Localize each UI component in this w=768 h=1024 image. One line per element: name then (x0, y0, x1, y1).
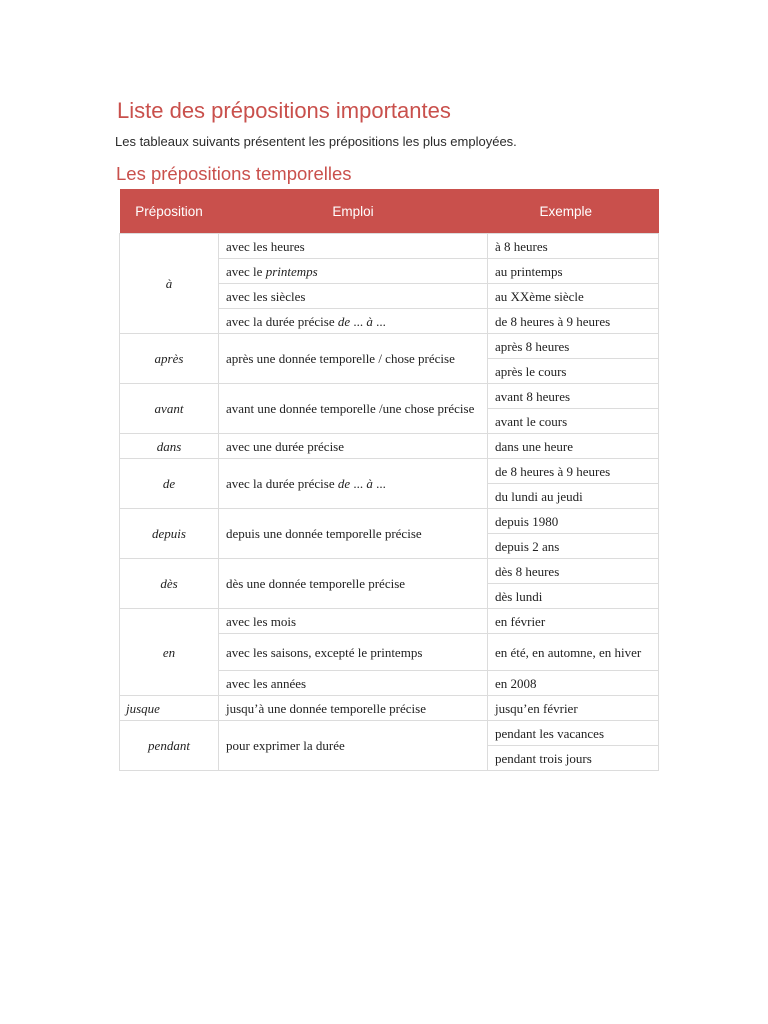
exemple-cell: dès lundi (488, 584, 659, 609)
header-emploi: Emploi (219, 189, 488, 234)
emploi-text: depuis une donnée temporelle précise (226, 526, 422, 541)
emploi-cell (219, 259, 488, 284)
table-row (120, 559, 659, 584)
table-row (120, 696, 659, 721)
emploi-text: ... (350, 313, 367, 329)
emploi-cell (219, 671, 488, 696)
table-row (120, 609, 659, 634)
emploi-text: dès une donnée temporelle précise (226, 576, 406, 591)
emploi-cell (219, 634, 488, 671)
preposition-cell: en (120, 609, 219, 696)
emploi-text: ... (372, 313, 386, 329)
exemple-cell: depuis 1980 (488, 509, 659, 534)
preposition-cell: dans (120, 434, 219, 459)
exemple-cell: au printemps (488, 259, 659, 284)
exemple-cell: jusqu’en février (488, 696, 659, 721)
emploi-cell (219, 559, 488, 609)
emploi-text: avec les années (226, 675, 307, 691)
emploi-text: avec les heures (226, 238, 305, 254)
emploi-cell (219, 459, 488, 509)
table-row (120, 509, 659, 534)
exemple-cell: dès 8 heures (488, 559, 659, 584)
prepositions-table (119, 189, 659, 771)
page-title: Liste des prépositions importantes (117, 98, 451, 123)
exemple-cell: dans une heure (488, 434, 659, 459)
emploi-cell (219, 696, 488, 721)
exemple-cell: avant le cours (488, 409, 659, 434)
emploi-cell (219, 509, 488, 559)
exemple-cell: de 8 heures à 9 heures (488, 459, 659, 484)
exemple-cell: avant 8 heures (488, 384, 659, 409)
emploi-cell (219, 609, 488, 634)
emploi-italic-text: à (366, 313, 373, 329)
exemple-cell: du lundi au jeudi (488, 484, 659, 509)
emploi-text: avec la durée précise (226, 476, 338, 491)
preposition-cell: de (120, 459, 219, 509)
exemple-cell: de 8 heures à 9 heures (488, 309, 659, 334)
table-row (120, 334, 659, 359)
header-preposition: Préposition (120, 189, 219, 234)
emploi-text: avec les mois (226, 613, 297, 629)
section-title: Les prépositions temporelles (116, 163, 352, 184)
exemple-cell: au XXème siècle (488, 284, 659, 309)
emploi-cell (219, 234, 488, 259)
preposition-cell: à (120, 234, 219, 334)
emploi-text: avec la durée précise (226, 313, 338, 329)
exemple-cell: après le cours (488, 359, 659, 384)
exemple-cell: depuis 2 ans (488, 534, 659, 559)
emploi-text: avec les saisons, excepté le printemps (226, 644, 423, 660)
exemple-cell: en été, en automne, en hiver (488, 634, 659, 671)
emploi-italic-text: de (337, 313, 351, 329)
preposition-cell: jusque (120, 696, 219, 721)
table-row (120, 384, 659, 409)
exemple-cell: après 8 heures (488, 334, 659, 359)
emploi-italic-text: printemps (265, 263, 318, 279)
preposition-cell: avant (120, 384, 219, 434)
emploi-text: avant une donnée temporelle /une chose précise (226, 401, 475, 416)
table-row (120, 434, 659, 459)
preposition-cell: depuis (120, 509, 219, 559)
emploi-text: avec les siècles (226, 288, 306, 304)
emploi-text: jusqu’à une donnée temporelle précise (226, 700, 426, 716)
emploi-text: pour exprimer la durée (226, 738, 345, 753)
emploi-cell (219, 309, 488, 334)
emploi-italic-text: de (337, 476, 351, 491)
exemple-cell: en février (488, 609, 659, 634)
exemple-cell: en 2008 (488, 671, 659, 696)
preposition-cell: dès (120, 559, 219, 609)
emploi-cell (219, 721, 488, 771)
table-header-row (120, 189, 659, 234)
emploi-text: avec une durée précise (226, 438, 345, 454)
intro-text: Les tableaux suivants présentent les prépositions les plus employées. (115, 134, 517, 149)
emploi-cell (219, 434, 488, 459)
table-body (120, 234, 659, 771)
table-row (120, 459, 659, 484)
table-row (120, 234, 659, 259)
preposition-cell: après (120, 334, 219, 384)
exemple-cell: à 8 heures (488, 234, 659, 259)
emploi-text: ... (350, 476, 367, 491)
table-row (120, 721, 659, 746)
emploi-cell (219, 334, 488, 384)
emploi-text: après une donnée temporelle / chose précise (226, 351, 455, 366)
emploi-text: avec le (226, 263, 266, 279)
exemple-cell: pendant les vacances (488, 721, 659, 746)
emploi-italic-text: à (366, 476, 373, 491)
preposition-cell: pendant (120, 721, 219, 771)
exemple-cell: pendant trois jours (488, 746, 659, 771)
emploi-cell (219, 384, 488, 434)
emploi-cell (219, 284, 488, 309)
emploi-text: ... (372, 476, 386, 491)
header-exemple: Exemple (488, 189, 659, 234)
